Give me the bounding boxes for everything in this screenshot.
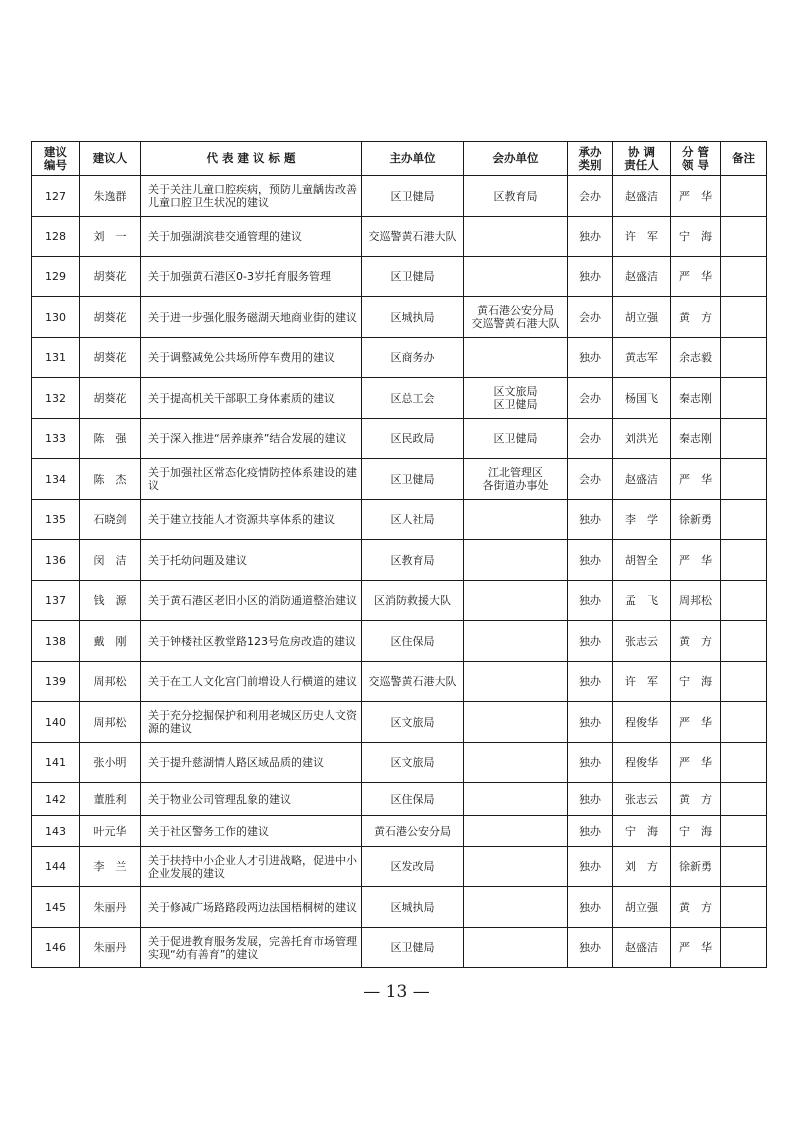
cell-type: 独办 [568,217,613,257]
cell-leader: 黄 方 [671,887,721,928]
cell-co: 江北管理区 各街道办事处 [464,459,568,500]
cell-title: 关于物业公司管理乱象的建议 [141,783,362,816]
cell-type: 独办 [568,816,613,847]
cell-note [721,928,767,968]
cell-coord: 刘 方 [613,847,671,887]
cell-proposer: 张小明 [80,743,141,783]
cell-co [464,928,568,968]
cell-coord: 赵盛洁 [613,176,671,217]
cell-proposer: 周邦松 [80,702,141,743]
cell-note [721,217,767,257]
cell-num: 141 [32,743,80,783]
cell-leader: 严 华 [671,459,721,500]
cell-type: 会办 [568,419,613,459]
cell-coord: 胡立强 [613,887,671,928]
cell-num: 140 [32,702,80,743]
cell-co [464,847,568,887]
cell-host: 区卫健局 [362,257,464,297]
header-coord: 协 调 责任人 [613,142,671,176]
cell-co [464,887,568,928]
cell-title: 关于充分挖掘保护和利用老城区历史人文资源的建议 [141,702,362,743]
cell-note [721,887,767,928]
cell-type: 会办 [568,176,613,217]
cell-num: 130 [32,297,80,338]
cell-proposer: 胡葵花 [80,338,141,378]
cell-type: 独办 [568,257,613,297]
cell-num: 132 [32,378,80,419]
cell-type: 独办 [568,887,613,928]
cell-num: 137 [32,581,80,621]
cell-coord: 孟 飞 [613,581,671,621]
cell-proposer: 胡葵花 [80,378,141,419]
cell-title: 关于扶持中小企业人才引进战略，促进中小企业发展的建议 [141,847,362,887]
header-title: 代 表 建 议 标 题 [141,142,362,176]
cell-leader: 徐新勇 [671,847,721,887]
cell-coord: 胡智全 [613,540,671,581]
cell-num: 131 [32,338,80,378]
cell-num: 138 [32,621,80,662]
cell-type: 独办 [568,581,613,621]
cell-co: 区卫健局 [464,419,568,459]
cell-coord: 程俊华 [613,743,671,783]
cell-note [721,783,767,816]
cell-co [464,540,568,581]
cell-leader: 严 华 [671,176,721,217]
header-leader: 分 管 领 导 [671,142,721,176]
cell-proposer: 周邦松 [80,662,141,702]
table-row [32,621,767,662]
cell-num: 127 [32,176,80,217]
cell-num: 133 [32,419,80,459]
header-co: 会办单位 [464,142,568,176]
cell-title: 关于黄石港区老旧小区的消防通道整治建议 [141,581,362,621]
cell-coord: 程俊华 [613,702,671,743]
cell-coord: 赵盛洁 [613,928,671,968]
cell-type: 独办 [568,847,613,887]
header-type: 承办 类别 [568,142,613,176]
table-row [32,887,767,928]
proposal-table [31,141,767,968]
cell-coord: 刘洪光 [613,419,671,459]
table-header-row [32,142,767,176]
cell-co [464,743,568,783]
table-row [32,816,767,847]
table-row [32,743,767,783]
cell-proposer: 石晓剑 [80,500,141,540]
cell-coord: 张志云 [613,783,671,816]
table-row [32,500,767,540]
cell-co: 黄石港公安分局 交巡警黄石港大队 [464,297,568,338]
cell-title: 关于托幼问题及建议 [141,540,362,581]
cell-note [721,378,767,419]
table-row [32,928,767,968]
cell-proposer: 叶元华 [80,816,141,847]
header-host: 主办单位 [362,142,464,176]
cell-note [721,459,767,500]
table-row [32,581,767,621]
cell-leader: 宁 海 [671,217,721,257]
cell-host: 区卫健局 [362,459,464,500]
cell-host: 黄石港公安分局 [362,816,464,847]
cell-title: 关于进一步强化服务磁湖天地商业街的建议 [141,297,362,338]
cell-note [721,743,767,783]
cell-co [464,217,568,257]
cell-host: 区文旅局 [362,702,464,743]
cell-type: 会办 [568,297,613,338]
cell-proposer: 陈 强 [80,419,141,459]
cell-proposer: 胡葵花 [80,257,141,297]
cell-proposer: 刘 一 [80,217,141,257]
cell-leader: 秦志刚 [671,419,721,459]
cell-num: 136 [32,540,80,581]
table-row [32,257,767,297]
cell-note [721,847,767,887]
cell-co [464,500,568,540]
table-row [32,176,767,217]
cell-note [721,662,767,702]
table-row [32,662,767,702]
cell-coord: 黄志军 [613,338,671,378]
cell-type: 会办 [568,378,613,419]
header-proposer: 建议人 [80,142,141,176]
table-row [32,297,767,338]
cell-type: 独办 [568,928,613,968]
table-row [32,847,767,887]
cell-proposer: 陈 杰 [80,459,141,500]
header-num: 建议 编号 [32,142,80,176]
cell-note [721,176,767,217]
cell-title: 关于深入推进“居养康养”结合发展的建议 [141,419,362,459]
cell-co [464,581,568,621]
cell-host: 区人社局 [362,500,464,540]
cell-num: 135 [32,500,80,540]
cell-leader: 周邦松 [671,581,721,621]
cell-host: 区消防救援大队 [362,581,464,621]
cell-title: 关于在工人文化宫门前增设人行横道的建议 [141,662,362,702]
cell-leader: 黄 方 [671,783,721,816]
cell-coord: 张志云 [613,621,671,662]
cell-host: 区民政局 [362,419,464,459]
cell-leader: 徐新勇 [671,500,721,540]
cell-note [721,702,767,743]
cell-co [464,662,568,702]
cell-type: 独办 [568,783,613,816]
cell-leader: 黄 方 [671,621,721,662]
table-row [32,540,767,581]
cell-leader: 宁 海 [671,816,721,847]
cell-note [721,338,767,378]
table-row [32,783,767,816]
cell-title: 关于加强社区常态化疫情防控体系建设的建议 [141,459,362,500]
cell-proposer: 朱逸群 [80,176,141,217]
cell-host: 区总工会 [362,378,464,419]
cell-leader: 严 华 [671,540,721,581]
cell-coord: 许 军 [613,662,671,702]
cell-title: 关于调整减免公共场所停车费用的建议 [141,338,362,378]
cell-title: 关于促进教育服务发展，完善托育市场管理实现“幼有善育”的建议 [141,928,362,968]
cell-host: 区卫健局 [362,176,464,217]
cell-host: 交巡警黄石港大队 [362,217,464,257]
cell-title: 关于建立技能人才资源共享体系的建议 [141,500,362,540]
cell-num: 144 [32,847,80,887]
cell-host: 交巡警黄石港大队 [362,662,464,702]
cell-host: 区商务办 [362,338,464,378]
cell-title: 关于关注儿童口腔疾病，预防儿童龋齿改善儿童口腔卫生状况的建议 [141,176,362,217]
cell-title: 关于提高机关干部职工身体素质的建议 [141,378,362,419]
cell-title: 关于提升慈湖情人路区域品质的建议 [141,743,362,783]
cell-title: 关于修减广场路路段两边法国梧桐树的建议 [141,887,362,928]
cell-proposer: 朱丽丹 [80,928,141,968]
cell-coord: 胡立强 [613,297,671,338]
cell-co [464,338,568,378]
cell-co: 区文旅局 区卫健局 [464,378,568,419]
cell-note [721,816,767,847]
page-number: — 13 — [363,982,430,1002]
cell-coord: 宁 海 [613,816,671,847]
cell-type: 独办 [568,500,613,540]
table-row [32,378,767,419]
cell-proposer: 闵 洁 [80,540,141,581]
cell-num: 142 [32,783,80,816]
table-row [32,419,767,459]
cell-note [721,540,767,581]
cell-co: 区教育局 [464,176,568,217]
cell-host: 区卫健局 [362,928,464,968]
cell-num: 134 [32,459,80,500]
cell-coord: 赵盛洁 [613,459,671,500]
cell-note [721,297,767,338]
cell-leader: 严 华 [671,743,721,783]
cell-num: 128 [32,217,80,257]
cell-proposer: 李 兰 [80,847,141,887]
cell-leader: 宁 海 [671,662,721,702]
cell-leader: 严 华 [671,928,721,968]
table-row [32,702,767,743]
cell-leader: 余志毅 [671,338,721,378]
cell-type: 独办 [568,702,613,743]
table-row [32,217,767,257]
cell-type: 独办 [568,338,613,378]
cell-note [721,621,767,662]
table-row [32,459,767,500]
cell-host: 区发改局 [362,847,464,887]
cell-type: 独办 [568,743,613,783]
cell-type: 独办 [568,621,613,662]
cell-coord: 赵盛洁 [613,257,671,297]
cell-note [721,500,767,540]
cell-proposer: 朱丽丹 [80,887,141,928]
cell-type: 会办 [568,459,613,500]
cell-host: 区住保局 [362,783,464,816]
cell-leader: 严 华 [671,702,721,743]
cell-co [464,816,568,847]
cell-coord: 杨国飞 [613,378,671,419]
cell-title: 关于钟楼社区教堂路123号危房改造的建议 [141,621,362,662]
cell-co [464,621,568,662]
cell-type: 独办 [568,540,613,581]
cell-proposer: 董胜利 [80,783,141,816]
cell-leader: 黄 方 [671,297,721,338]
cell-num: 129 [32,257,80,297]
cell-host: 区城执局 [362,887,464,928]
cell-proposer: 戴 刚 [80,621,141,662]
cell-note [721,419,767,459]
cell-title: 关于加强黄石港区0-3岁托育服务管理 [141,257,362,297]
cell-title: 关于社区警务工作的建议 [141,816,362,847]
cell-num: 146 [32,928,80,968]
cell-type: 独办 [568,662,613,702]
cell-note [721,581,767,621]
cell-title: 关于加强湖滨巷交通管理的建议 [141,217,362,257]
cell-co [464,702,568,743]
table-row [32,338,767,378]
cell-num: 145 [32,887,80,928]
cell-host: 区文旅局 [362,743,464,783]
cell-host: 区城执局 [362,297,464,338]
cell-coord: 许 军 [613,217,671,257]
cell-co [464,783,568,816]
cell-coord: 李 学 [613,500,671,540]
cell-host: 区教育局 [362,540,464,581]
cell-host: 区住保局 [362,621,464,662]
cell-note [721,257,767,297]
header-note: 备注 [721,142,767,176]
cell-num: 139 [32,662,80,702]
cell-proposer: 钱 源 [80,581,141,621]
cell-leader: 严 华 [671,257,721,297]
cell-leader: 秦志刚 [671,378,721,419]
cell-proposer: 胡葵花 [80,297,141,338]
cell-num: 143 [32,816,80,847]
cell-co [464,257,568,297]
